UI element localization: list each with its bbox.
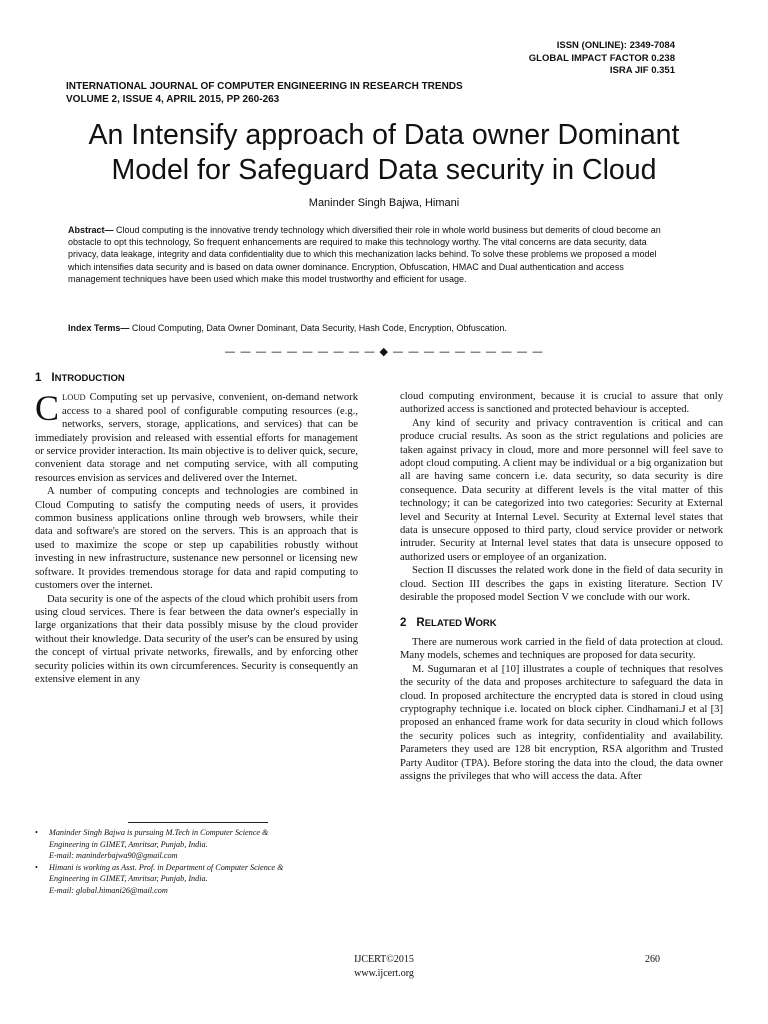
issn-block: [529, 40, 675, 78]
index-terms-label: Index Terms—: [68, 323, 130, 333]
footnote-author-1: [35, 827, 365, 862]
index-terms-text: Cloud Computing, Data Owner Dominant, Data Security, Hash Code, Encryption, Obfuscation.: [129, 323, 507, 333]
intro-paragraph-1-text: Computing set up pervasive, convenient, on-demand network access to a shared pool of configurable computing resources (e.g., networks, servers, storage, applications, and services) that can be immediately provision and released with essential efforts for management or service provider interaction. Its main objective is to deliver quick, secure, convenient data storage and net computing service, with all computing resources envision as services and delivered over the Internet.: [35, 392, 358, 484]
drop-cap: C: [35, 388, 60, 429]
footnote-email: E-mail: global.himani26@mail.com: [49, 885, 168, 895]
section-separator: — — — — — — — — — — ◆ — — — — — — — — — —: [224, 345, 544, 358]
footnote-line: Maninder Singh Bajwa is pursuing M.Tech in Computer Science &: [49, 828, 269, 837]
abstract: [68, 224, 677, 285]
related-work-paragraph-2: M. Sugumaran et al [10] illustrates a couple of techniques that resolves the security of the data and proposes architecture to safeguard the data in cloud. In proposed architecture the encrypted data is stored in cloud using cryptography technique i.e. located on block cipher. Cindhamani.J et al [3] proposed an enhanced frame work for data security in cloud which follows the security polices such as integrity, confidentiality and availability. Parameters they used are 128 bit encryption, RSA algorithm and Trusted Party Auditor (TPA). Before storing the data into the cloud, the data owner assigns the privileges that who will access the data. After: [400, 663, 723, 782]
section-title-mid: ELATED: [424, 617, 465, 629]
bullet-icon: •: [35, 862, 38, 872]
page-number: 260: [645, 954, 660, 965]
title-line-1: An Intensify approach of Data owner Dominant: [88, 119, 680, 151]
footnote-email: E-mail: maninderbajwa90@gmail.com: [49, 851, 178, 860]
intro-smallcaps: LOUD: [62, 392, 86, 403]
intro-paragraph-continued: cloud computing environment, because it is crucial to assure that only authorized access is sanctioned and protected behaviour is accepted.: [400, 391, 723, 416]
intro-paragraph-5: Section II discusses the related work done in the field of data security in cloud. Section III describes the gaps in existing literature. Section IV desirable the proposed model Section V we conclude with our work.: [400, 565, 723, 604]
left-column: [35, 372, 358, 686]
journal-name: INTERNATIONAL JOURNAL OF COMPUTER ENGINEERING IN RESEARCH TRENDS: [66, 81, 463, 92]
footnote-rule: [128, 822, 268, 823]
abstract-label: Abstract—: [68, 225, 114, 235]
footer-copyright: IJCERT©2015: [354, 954, 414, 965]
footnote-line: Engineering in GIMET, Amritsar, Punjab, India.: [49, 874, 208, 883]
journal-header: [66, 81, 706, 106]
intro-paragraph-2: A number of computing concepts and technologies are combined in Cloud Computing to satisfy the computing needs of users, it provides common business applications online through web browsers, while their data and software's are stored on the servers. This is an approach that is used to maximize the scope or step up capabilities robustly without investing in new infrastructure, sustenance new personnel or licensing new software. It provides tremendous storage for data and rapid computing to customers over the internet.: [35, 486, 358, 592]
right-column: [400, 390, 723, 783]
footnote-line: Engineering in GIMET, Amritsar, Punjab, India.: [49, 839, 208, 849]
section-number: 2: [400, 616, 407, 629]
section-title-rest: NTRODUCTION: [54, 373, 125, 384]
journal-volume: VOLUME 2, ISSUE 4, APRIL 2015, PP 260-263: [66, 93, 280, 105]
issn-line: ISSN (ONLINE): 2349-7084: [556, 40, 675, 51]
related-work-paragraph-1: There are numerous work carried in the field of data protection at cloud. Many models, schemes and techniques are proposed for data security.: [400, 636, 723, 662]
section-title-initial: I: [51, 372, 55, 384]
isra-jif-line: ISRA JIF 0.351: [609, 65, 675, 76]
section-heading-related-work: [400, 617, 723, 630]
title-line-2: Model for Safeguard Data security in Cloud: [111, 154, 657, 186]
footer-website: www.ijcert.org: [354, 968, 414, 979]
abstract-text: Cloud computing is the innovative trendy technology which diversified their role in whole world business but demerits of cloud become an obstacle to opt this technology, So frequent enhancements are required to make this technology worthy. The vital concerns are data security, data privacy, data leakage, integrity and data confidentiality due to which this mechanization lacks behind. To solve these problems we proposed a model which intensifies data security and is based on data owner dominance. Encryption, Obfuscation, HMAC and Dual authentication and access management techniques have been used which make this model trustworthy and efficient for usage.: [68, 225, 661, 284]
section-heading-introduction: [35, 372, 358, 385]
intro-paragraph-4: Any kind of security and privacy contravention is critical and can produce crucial results. As soon as the strict regulations and policies are taken against privacy in cloud, more and more personnel will feel save to adopt cloud computing. A client may be individual or a big organization but all are having same concern i.e. data security, so data security is dire consequence. Data security at different levels is the vital matter of this technology; it can be categorized into two categories: Security at External level and Security at Internal Level. Security at External level states that data is unsecure opposed to third party, cloud service provider or network intruder. Security at Internal level states that data is unsecure opposed to authorized users or employee of an organization.: [400, 417, 723, 563]
footnote-line: Himani is working as Asst. Prof. in Department of Computer Science &: [49, 862, 284, 872]
section-title-initial: R: [416, 616, 425, 629]
footnote-author-2: [35, 862, 365, 897]
section-title-initial-2: W: [464, 616, 476, 629]
impact-factor-line: GLOBAL IMPACT FACTOR 0.238: [528, 52, 675, 64]
index-terms: [68, 322, 677, 334]
paper-title: [40, 118, 728, 188]
intro-paragraph-3: Data security is one of the aspects of the cloud which prohibit users from using cloud services. There is fear between the data owner's especially in large organizations that their data possibly misuse by the cloud provider without their knowledge. Data security of the user's can be ensured by using the concept of virtual private networks, firewalls, and by enforcing other security policies within its own circumferences. Security is consequently an extensive element in any: [35, 593, 358, 685]
author-footnotes: [35, 827, 365, 896]
intro-paragraph-1: [35, 388, 358, 485]
section-number: 1: [35, 372, 42, 384]
paper-authors: Maninder Singh Bajwa, Himani: [308, 197, 460, 209]
section-title-rest: ORK: [475, 617, 497, 629]
bullet-icon: •: [35, 828, 38, 837]
